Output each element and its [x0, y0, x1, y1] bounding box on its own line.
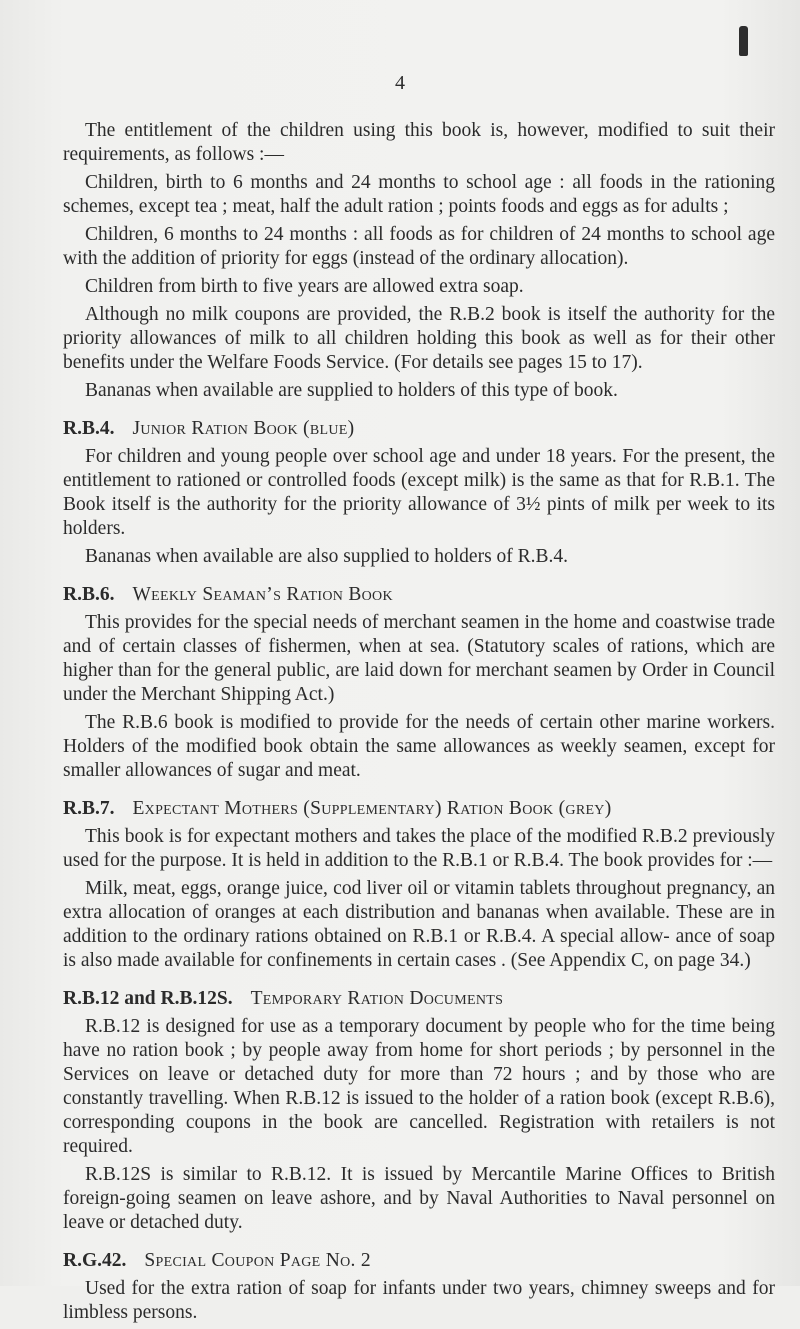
- section-paragraph: This book is for expectant mothers and takes the place of the modified R.B.2 previously used for the purpose. It is held in addition to the R.B.1 or R.B.4. The book provides for :—: [63, 826, 775, 871]
- intro-paragraph: Children from birth to five years are allowed extra soap.: [85, 276, 524, 297]
- section-rb4: [63, 417, 775, 569]
- section-code: R.B.7.: [63, 798, 115, 819]
- section-paragraph: Milk, meat, eggs, orange juice, cod liver oil or vitamin tablets throughout pregnancy, an extra allocation of oranges at each distribution and bananas when available. These are in addition to the ordinary rations obtained on R.B.1 or R.B.4. A special allow- ance of soap is also made available for confinements in certain cases . (See Appendix C, on page 34.): [63, 878, 775, 971]
- section-code: R.B.4.: [63, 418, 115, 439]
- section-heading: [63, 987, 775, 1011]
- section-rb12: [63, 987, 775, 1235]
- section-paragraph: The R.B.6 book is modified to provide for the needs of certain other marine workers. Holders of the modified book obtain the same allowances as weekly seamen, except for smaller allowances of sugar and meat.: [63, 712, 775, 781]
- section-paragraph: This provides for the special needs of merchant seamen in the home and coastwise trade and of certain classes of fishermen, when at sea. (Statutory scales of rations, which are higher than for the general public, are laid down for merchant seamen by Order in Council under the Merchant Shipping Act.): [63, 612, 775, 705]
- section-heading: [63, 417, 775, 441]
- section-paragraph: R.B.12S is similar to R.B.12. It is issued by Mercantile Marine Offices to British foreign-going seamen on leave ashore, and by Naval Authorities to Naval personnel on leave or detached duty.: [63, 1164, 775, 1233]
- section-paragraph: Used for the extra ration of soap for infants under two years, chimney sweeps and for limbless persons.: [63, 1278, 775, 1323]
- intro-paragraph: Bananas when available are supplied to holders of this type of book.: [85, 380, 618, 401]
- section-rb6: [63, 583, 775, 783]
- section-title: Special Coupon Page No. 2: [144, 1250, 371, 1271]
- intro-paragraph: Although no milk coupons are provided, the R.B.2 book is itself the authority for the priority allowances of milk to all children holding this book as well as for their other benefits under the Welfare Foods Service. (For details see pages 15 to 17).: [63, 304, 775, 373]
- section-paragraph: Bananas when available are also supplied to holders of R.B.4.: [85, 546, 569, 567]
- ink-mark: [739, 26, 748, 56]
- section-title: Temporary Ration Documents: [250, 988, 504, 1009]
- section-title: Junior Ration Book (blue): [132, 418, 355, 439]
- section-title: Weekly Seaman’s Ration Book: [132, 584, 393, 605]
- page-body: [63, 119, 775, 1329]
- section-heading: [63, 1249, 775, 1273]
- section-heading: [63, 797, 775, 821]
- section-code: R.G.42.: [63, 1250, 127, 1271]
- section-paragraph: For children and young people over school age and under 18 years. For the present, the entitlement to rationed or controlled foods (except milk) is the same as that for R.B.1. The Book itself is the authority for the priority allowance of 3½ pints of milk per week to its holders.: [63, 446, 775, 539]
- section-code: R.B.6.: [63, 584, 115, 605]
- page-number: 4: [395, 72, 405, 94]
- section-title: Expectant Mothers (Supplementary) Ration Book (grey): [132, 798, 612, 819]
- section-paragraph: R.B.12 is designed for use as a temporary document by people who for the time being have no ration book ; by people away from home for short periods ; by personnel in the Services on leave or detached duty for more than 72 hours ; and by those who are constantly travelling. When R.B.12 is issued to the holder of a ration book (except R.B.6), corresponding coupons in the book are cancelled. Registration with retailers is not required.: [63, 1016, 775, 1157]
- section-rg42: [63, 1249, 775, 1325]
- section-rb7: [63, 797, 775, 973]
- section-code: R.B.12 and R.B.12S.: [63, 988, 233, 1009]
- intro-paragraph: Children, birth to 6 months and 24 months to school age : all foods in the rationing schemes, except tea ; meat, half the adult ration ; points foods and eggs as for adults ;: [63, 172, 775, 217]
- intro-paragraph: The entitlement of the children using this book is, however, modified to suit their requirements, as follows :—: [63, 120, 775, 165]
- intro-paragraph: Children, 6 months to 24 months : all foods as for children of 24 months to school age with the addition of priority for eggs (instead of the ordinary allocation).: [63, 224, 775, 269]
- section-heading: [63, 583, 775, 607]
